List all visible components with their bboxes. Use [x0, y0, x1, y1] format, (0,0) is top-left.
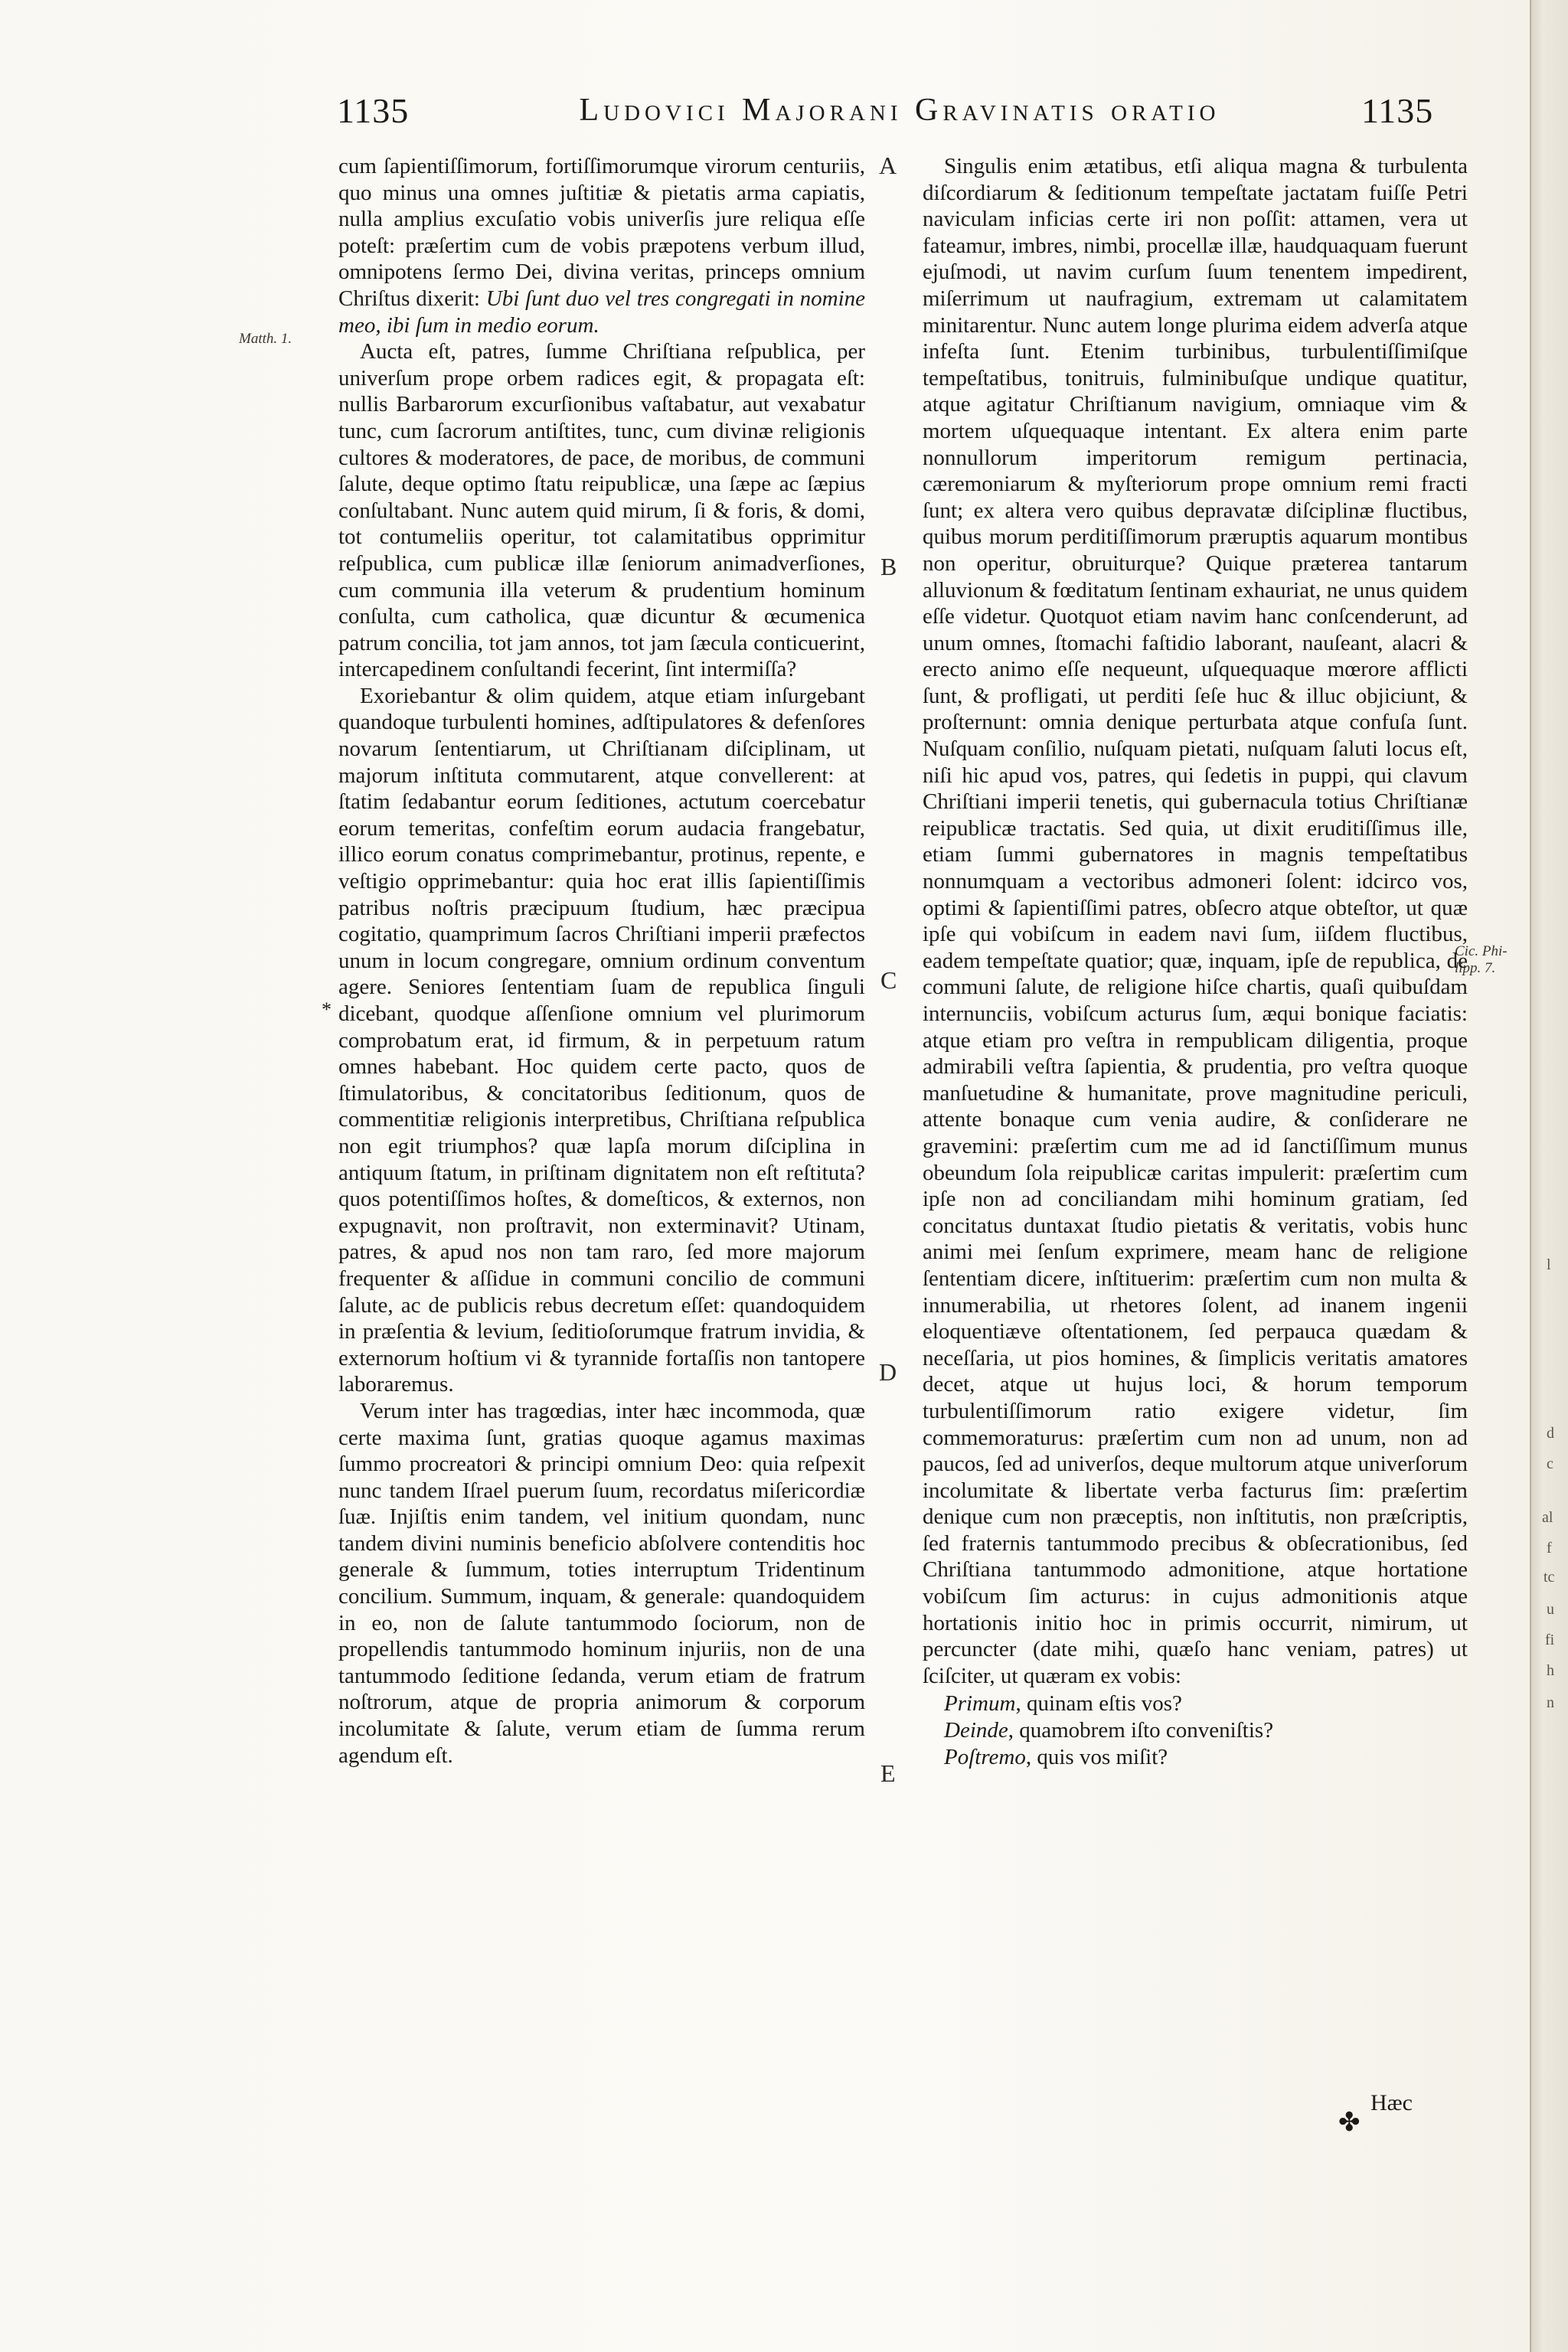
left-column — [338, 153, 865, 1769]
section-marker-c: C — [880, 966, 897, 994]
section-marker-d: D — [879, 1358, 897, 1386]
ink-blemish-icon: ✤ — [1338, 2109, 1361, 2137]
scripture-quote: Ubi ſunt duo vel tres congregati in nomine meo, ibi ſum in medio eorum. — [338, 286, 865, 338]
right-column — [923, 153, 1468, 1770]
question-first: Primum, quinam eſtis vos? — [944, 1691, 1182, 1717]
strip-fragment: l — [1547, 1256, 1551, 1273]
strip-fragment: d — [1547, 1425, 1554, 1442]
section-marker-e: E — [880, 1759, 896, 1787]
asterisk-mark: * — [322, 998, 332, 1021]
margin-note-cic: Cic. Phi- lipp. 7. — [1455, 943, 1508, 976]
strip-fragment: n — [1547, 1694, 1554, 1711]
strip-fragment: u — [1547, 1601, 1554, 1618]
paragraph-1: cum ſapientiſſimorum, fortiſſimorumque virorum centuriis, quo minus una omnes juſtitiæ & pietatis arma capiatis, nulla amplius excuſatio vobis univerſis jure reliqua eſſe poteſt: præſertim cum de vobis præpotens verbum illud, omnipotens ſermo Dei, divina veritas, princeps omnium Chriſtus dixerit: Ubi ſunt duo vel tres congregati in nomine meo, ibi ſum in medio eorum. — [338, 154, 865, 338]
question-list — [923, 1690, 1468, 1770]
section-marker-a: A — [879, 152, 897, 179]
catchword: Hæc — [1370, 2090, 1413, 2115]
question-third: Poſtremo, quis vos miſit? — [944, 1744, 1168, 1769]
paragraph-2: Aucta eſt, patres, ſumme Chriſtiana reſpublica, per univerſum prope orbem radices egit, & propagata eſt: nullis Barbarorum excurſionibus vaſtabatur, aut vexabatur tunc, cum ſacrorum antiſtites, tunc, cum divinæ religionis cultores & moderatores, de pace, de moribus, de communi ſalute, deque optimo ſtatu reipublicæ, una ſæpe ac ſæpius conſultabant. Nunc autem quid mirum, ſi & foris, & domi, tot contumeliis operitur, tot calamitatibus opprimitur reſpublica, cum publicæ illæ ſeniorum animadverſiones, cum communia illa veterum & prudentium hominum conſulta, cum catholica, quæ dicuntur & œcumenica patrum concilia, tot jam annos, tot jam ſæcula conticuerint, intercapedinem conſultandi fecerint, ſint intermiſſa? — [338, 339, 865, 682]
strip-fragment: h — [1547, 1662, 1554, 1679]
strip-fragment: fi — [1545, 1632, 1555, 1648]
strip-fragment: al — [1542, 1509, 1553, 1526]
strip-fragment: tc — [1544, 1569, 1555, 1586]
adjacent-page-edge — [1530, 0, 1568, 2352]
page-number-right: 1135 — [1361, 91, 1434, 130]
page-header — [0, 90, 1531, 136]
paragraph-5: Singulis enim ætatibus, etſi aliqua magna & turbulenta diſcordiarum & ſeditionum tempeſtate jactatam fuiſſe Petri naviculam inficias certe iri non poſſit: attamen, vera ut fateamur, imbres, nimbi, procellæ illæ, haudquaquam fuerunt ejuſmodi, ut navim curſum ſuum tenentem impedirent, miſerrimum ut naufragium, extremam ut calamitatem minitarentur. Nunc autem longe plurima eidem adverſa atque infeſta ſunt. Etenim turbinibus, turbulentiſſimiſque tempeſtatibus, tonitruis, fulminibuſque undique quatitur, atque agitatur Chriſtianum navigium, omniaque vim & mortem uſquequaque intentant. Ex altera enim parte nonnullorum imperitorum remigum pertinacia, cæremoniarum & myſteriorum prope omnium remi fracti ſunt; ex altera vero quibus depravatæ diſciplinæ fluctibus, quibus morum perditiſſimorum præruptis aquarum montibus non operitur, obruiturque? Quique præterea tantarum alluvionum & fœditatum ſentinam exhauriat, ne unus quidem eſſe videtur. Quotquot etiam navim hanc conſcenderunt, ad unum omnes, ſtomachi faſtidio laborant, nauſeant, alacri & erecto animo eſſe nequeunt, uſquequaque mœrore afflicti ſunt, & profligati, ut perditi ſeſe huc & illuc objiciunt, & proſternunt: omnia denique perturbata atque confuſa ſunt. Nuſquam conſilio, nuſquam pietati, nuſquam ſaluti locus eſt, niſi hic apud vos, patres, qui ſedetis in puppi, qui clavum Chriſtiani imperii tenetis, qui gubernacula totius Chriſtianæ reipublicæ tractatis. Sed quia, ut dixit eruditiſſimus ille, etiam ſummi gubernatores in magnis tempeſtatibus nonnumquam a vectoribus admoneri ſolent: idcirco vos, optimi & ſapientiſſimi patres, obſecro atque obteſtor, ut quæ ipſe qui vobiſcum in eadem navi ſum, iiſdem fluctibus, eadem tempeſtate quatior; quæ, inquam, ipſe de republica, de communi ſalute, de religione hiſce chartis, quaſi quibuſdam internunciis, vobiſcum acturus ſum, æqui bonique faciatis: atque etiam pro veſtra in rempublicam diligentia, proque admirabili veſtra ſapientia, & prudentia, pro veſtra quoque manſuetudine & humanitate, prove magnitudine periculi, attente bonaque cum venia audire, & conſiderare ne gravemini: præſertim cum me ad id ſanctiſſimum munus obeundum ſola reipublicæ caritas impulerit: præſertim cum ipſe non ad conciliandam mihi hominum gratiam, ſed concitatus duntaxat ſtudio pietatis & veritatis, vobis hunc animi mei ſenſum exprimere, meam hanc de religione ſententiam dicere, inſtituerim: præſertim cum non multa & innumerabilia, ut rhetores ſolent, ad inanem ingenii eloquentiæve oſtentationem, ſed perpauca quædam & neceſſaria, ut pios homines, & ſimplicis veritatis amatores decet, atque ut hujus loci, & horum temporum turbulentiſſimorum ratio exigere videtur, ſim commemoraturus: præſertim cum non ad unum, non ad paucos, ſed ad univerſos, deque multorum atque univerſorum incolumitate & libertate verba facturus ſim: præſertim denique cum non præceptis, non inſtitutis, non præſcriptis, ſed fraternis tantummodo precibus & obſecrationibus, ſed Chriſtiana tantummodo admonitione, atque hortatione vobiſcum ſim acturus: in cujus admonitionis atque hortationis initio hoc in primis occurrit, nimirum, ut percuncter (date mihi, quæſo hanc veniam, patres) ut ſciſciter, ut quæram ex vobis: — [923, 154, 1468, 1688]
paragraph-4: Verum inter has tragœdias, inter hæc incommoda, quæ certe maxima ſunt, gratias quoque agamus maximas ſummo procreatori & principi omnium Deo: quia reſpexit nunc tandem Iſrael puerum ſuum, recordatus miſericordiæ ſuæ. Injiſtis enim tandem, vel initium quondam, nunc tandem divini numinis beneficio abſolvere contenditis hoc generale & ſummum, toties interruptum Tridentinum concilium. Summum, inquam, & generale: quandoquidem in eo, non de ſalute tantummodo ſociorum, non de propellendis tantummodo hominum injuriis, non de una tantummodo ſeditione ſedanda, verum etiam de fratrum noſtrorum, atque de propria animorum & corporum incolumitate & ſalute, verum etiam de ſumma rerum agendum eſt. — [338, 1398, 865, 1768]
strip-fragment: c — [1547, 1455, 1553, 1472]
section-marker-b: B — [880, 553, 897, 580]
running-title: Ludovici Majorani Gravinatis oratio — [579, 93, 1220, 128]
question-second: Deinde, quamobrem iſto conveniſtis? — [944, 1718, 1274, 1743]
paragraph-3: Exoriebantur & olim quidem, atque etiam inſurgebant quandoque turbulenti homines, adſtipulatores & defenſores novarum ſententiarum, ut Chriſtianam diſciplinam, ut majorum inſtituta commutarent, atque convellerent: at ſtatim ſedabantur eorum ſeditiones, actutum coercebatur eorum temeritas, confeſtim eorum audacia frangebatur, illico eorum conatus comprimebantur, protinus, repente, e veſtigio opprimebantur: quia hoc erat illis ſapientiſſimis patribus noſtris præcipuum ſtudium, hæc præcipua cogitatio, quamprimum ſacros Chriſtiani imperii præfectos unum in locum congregare, omnium ordinum conventum agere. Seniores ſententiam ſuam de republica ſinguli dicebant, quodque aſſenſione omnium vel plurimorum comprobatum erat, id firmum, & in perpetuum ratum omnes habebant. Hoc quidem certe pacto, quos de ſtimulatoribus, & concitatoribus ſeditionum, quos de commentitiæ religionis interpretibus, Chriſtiana reſpublica non egit triumphos? quæ lapſa morum diſciplina in antiquum ſtatum, in priſtinam dignitatem non eſt reſtituta? quos potentiſſimos hoſtes, & domeſticos, & externos, non expugnavit, non proſtravit, non exterminavit? Utinam, patres, & apud nos non tam raro, ſed more majorum frequenter & aſſidue in communi concilio de communi ſalute, ac de publicis rebus decretum eſſet: quandoquidem in præſentia & levium, ſeditioſorumque fratrum invidia, & externorum hoſtium vi & tyrannide fortaſſis non tantopere laboraremus. — [338, 683, 865, 1397]
margin-note-matth: Matth. 1. — [239, 331, 292, 347]
page-number-left: 1135 — [337, 91, 410, 130]
strip-fragment: f — [1547, 1540, 1552, 1557]
